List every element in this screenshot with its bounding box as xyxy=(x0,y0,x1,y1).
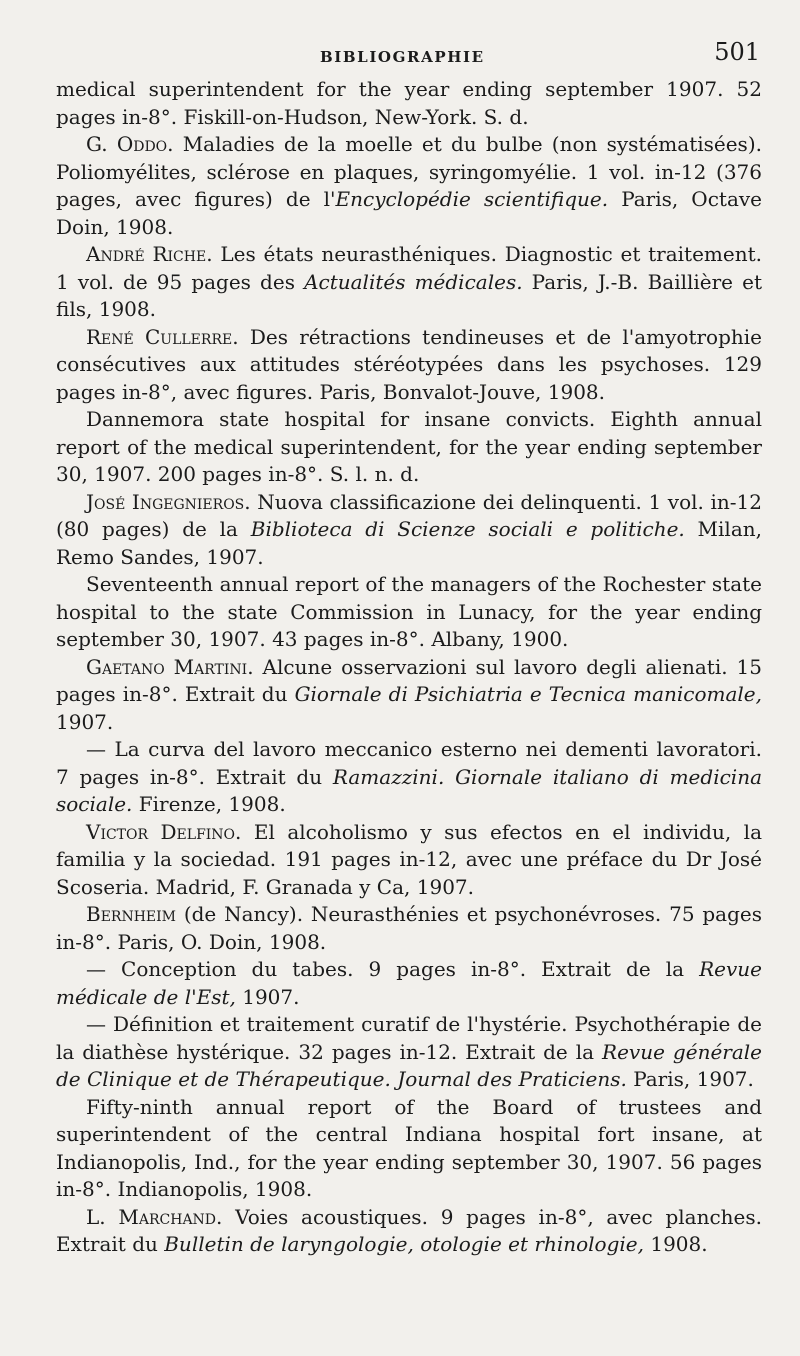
entry-publication-title: Bulletin de laryngologie, otologie et rhinologie, xyxy=(164,1232,644,1256)
entry-publication-title: Biblioteca di Scienze sociali e politiche. xyxy=(250,517,685,541)
entry-text: El alcoholismo y sus efectos en el individu, la familia y la sociedad. 191 pages in-12, avec une préface du Dr José Scoseria. Madrid, F. Granada y Ca, 1907. xyxy=(56,819,762,899)
running-head xyxy=(64,36,762,76)
entry-publication-title: Revue médicale de l'Est, xyxy=(56,957,762,1009)
bibliography-entry xyxy=(56,489,762,572)
entry-text: medical superintendent for the year ending september 1907. 52 pages in-8°. Fiskill-on-Hudson, New-York. S. d. xyxy=(56,77,762,129)
entry-author: Bernheim xyxy=(86,902,177,926)
entry-text: Fifty-ninth annual report of the Board of trustees and superintendent of the central Indiana hospital fort insane, at Indianopolis, Ind., for the year ending september 30, 1907. 56 pages in-8°. Indianopolis, 1908. xyxy=(56,1094,762,1201)
entry-text: Les états neurasthéniques. Diagnostic et traitement. 1 vol. de 95 pages des xyxy=(56,242,763,294)
entry-author: René Cullerre. xyxy=(86,324,239,349)
bibliography-entry xyxy=(56,1204,762,1259)
bibliography-entry xyxy=(56,131,762,241)
page-number: 501 xyxy=(714,38,760,66)
entry-text: Nuova classificazione dei delinquenti. 1 vol. in-12 (80 pages) de la xyxy=(56,489,762,541)
bibliography-entry xyxy=(56,571,762,654)
entry-text: Paris, Octave Doin, 1908. xyxy=(56,187,763,239)
bibliography-entry xyxy=(56,324,762,407)
bibliography-entry xyxy=(56,241,762,324)
bibliography-entry xyxy=(56,901,762,956)
entry-text: Milan, Remo Sandes, 1907. xyxy=(56,517,762,569)
entry-text: — Conception du tabes. 9 pages in-8°. Extrait de la xyxy=(86,957,700,981)
entry-text: Paris, 1907. xyxy=(626,1067,754,1091)
bibliography-entry xyxy=(56,956,762,1011)
entry-text: 1907. xyxy=(56,709,114,734)
entry-author: L. Marchand. xyxy=(86,1204,223,1229)
entry-text: Firenze, 1908. xyxy=(132,792,286,816)
bibliography-entry xyxy=(56,654,762,737)
entry-author: Victor Delfino. xyxy=(86,819,242,844)
entry-text: — La curva del lavoro meccanico esterno nei dementi lavoratori. 7 pages in-8°. Extrait du xyxy=(56,737,762,789)
entry-text: 1908. xyxy=(643,1232,708,1256)
entry-author: G. Oddo. xyxy=(86,132,174,156)
bibliography-entry xyxy=(56,1011,762,1094)
entry-text: — Définition et traitement curatif de l'hystérie. Psychothérapie de la diathèse hystérique. 32 pages in-12. Extrait de la xyxy=(56,1012,762,1064)
entry-text: Seventeenth annual report of the managers of the Rochester state hospital to the state Commission in Lunacy, for the year ending september 30, 1907. 43 pages in-8°. Albany, 1900. xyxy=(56,572,762,651)
entry-publication-title: Actualités médicales. xyxy=(304,269,523,294)
entry-publication-title: Giornale di Psichiatria e Tecnica manicomale, xyxy=(294,682,762,706)
entry-text: Alcune osservazioni sul lavoro degli alienati. 15 pages in-8°. Extrait du xyxy=(56,654,763,706)
entry-text: (de Nancy). Neurasthénies et psychonévroses. 75 pages in-8°. Paris, O. Doin, 1908. xyxy=(56,902,762,954)
running-title: BIBLIOGRAPHIE xyxy=(320,48,485,66)
entry-publication-title: Revue générale de Clinique et de Thérapeutique. Journal des Praticiens. xyxy=(56,1039,762,1091)
entry-author: Gaetano Martini. xyxy=(86,654,254,679)
entry-text: Maladies de la moelle et du bulbe (non systématisées). Poliomyélites, sclérose en plaques, syringomyélie. 1 vol. in-12 (376 pages, avec figures) de l' xyxy=(56,132,762,211)
bibliography-entry xyxy=(56,1094,762,1204)
entry-text: 1907. xyxy=(235,984,300,1009)
entry-publication-title: Ramazzini. Giornale italiano di medicina sociale. xyxy=(56,764,762,816)
entry-text: Voies acoustiques. 9 pages in-8°, avec planches. Extrait du xyxy=(56,1204,762,1256)
entry-author: José Ingegnieros. xyxy=(86,489,251,514)
bibliography-entry xyxy=(56,736,762,819)
entry-text: Dannemora state hospital for insane convicts. Eighth annual report of the medical superintendent, for the year ending september 30, 1907. 200 pages in-8°. S. l. n. d. xyxy=(56,407,762,486)
entry-text: Des rétractions tendineuses et de l'amyotrophie consécutives aux attitudes stéréotypées dans les psychoses. 129 pages in-8°, avec figures. Paris, Bonvalot-Jouve, 1908. xyxy=(56,324,763,404)
bibliography-entry xyxy=(56,76,762,131)
bibliography-entry xyxy=(56,819,762,902)
bibliography-entry xyxy=(56,406,762,489)
bibliography-entries xyxy=(56,76,762,1259)
entry-author: André Riche. xyxy=(86,242,213,266)
entry-publication-title: Encyclopédie scientifique. xyxy=(335,187,609,211)
entry-text: Paris, J.-B. Baillière et fils, 1908. xyxy=(56,269,762,321)
